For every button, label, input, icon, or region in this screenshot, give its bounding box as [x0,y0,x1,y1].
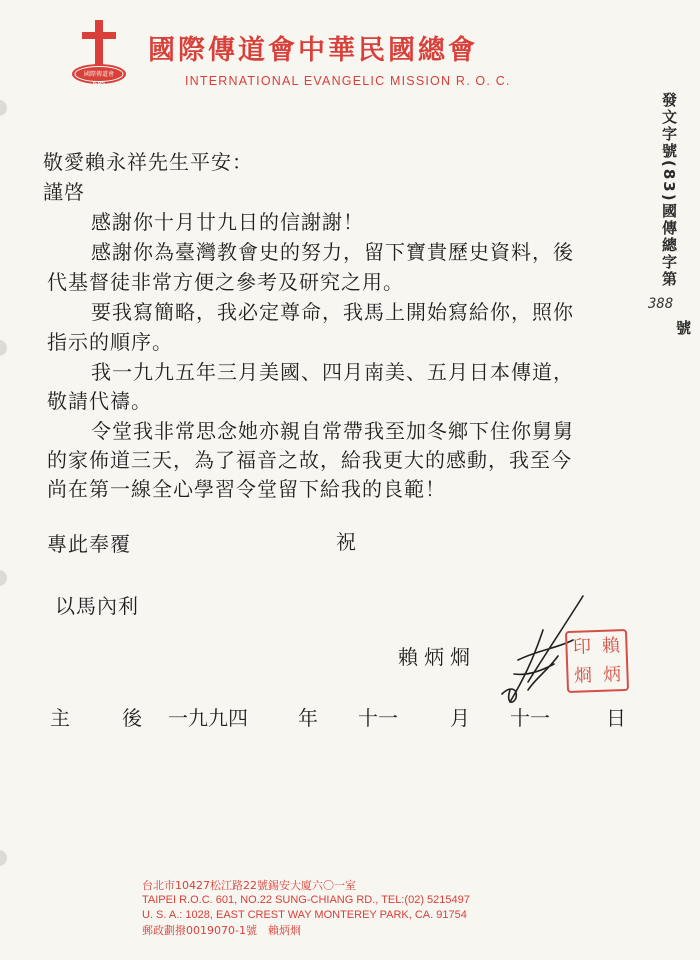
name-seal [565,629,629,693]
body-line: 令堂我非常思念她亦親自常帶我至加冬鄉下住你舅舅 [91,419,574,443]
date-month-unit: 月 [450,706,470,730]
address-taipei: TAIPEI R.O.C. 601, NO.22 SUNG-CHIANG RD., TEL:(02) 5215497 [142,894,470,906]
body-line: 指示的順序。 [47,330,173,354]
date-lord: 主 [50,706,70,730]
seal-char: 賴 [601,634,621,657]
signer-name: 賴炳烱 [398,645,476,669]
body-line: 要我寫簡略，我必定尊命，我馬上開始寫給你，照你 [91,300,574,324]
punch-hole [0,850,7,866]
logo-text-zh: 國際傳道會 [83,71,115,78]
date-year-unit: 年 [298,706,318,730]
date-line [40,702,640,728]
greeting: 敬愛賴永祥先生平安： [43,150,253,174]
date-day-unit: 日 [606,706,626,730]
body-line: 尚在第一線全心學習令堂留下給我的良範！ [47,477,446,501]
punch-hole [0,100,7,116]
seal-char: 印 [572,635,592,658]
body-line: 代基督徒非常方便之參考及研究之用。 [47,270,404,294]
seal-char: 炳 [602,663,622,686]
reference-suffix: 號 [676,319,692,337]
opening: 謹啓 [43,180,85,204]
body-line: 敬請代禱。 [47,389,152,413]
closing-blessing: 以馬內利 [55,594,139,618]
date-month: 十一 [358,706,398,730]
footer-address [142,878,470,938]
punch-hole [0,340,7,356]
postal-account: 郵政劃撥0019070-1號 賴炳烱 [142,924,301,937]
date-year: 一九九四 [168,706,248,730]
date-day: 十一 [510,706,550,730]
cross-logo-icon [68,18,130,88]
body-line: 的家佈道三天，為了福音之故，給我更大的感動，我至今 [47,448,572,472]
address-zh: 台北市10427松江路22號錫安大廈六〇一室 [142,879,356,892]
address-usa: U. S. A.: 1028, EAST CREST WAY MONTEREY PARK, CA. 91754 [142,909,467,921]
reference-number: 388 [648,296,674,312]
closing-phrase: 專此奉覆 [47,532,131,556]
seal-char: 烱 [573,664,593,687]
body-line: 感謝你十月廿九日的信謝謝！ [91,210,364,234]
date-after: 後 [122,706,142,730]
reference-label: 發文字號(83)國傳總字第 [660,92,678,288]
body-line: 感謝你為臺灣教會史的努力，留下寶貴歷史資料，後 [91,240,574,264]
org-name-zh: 國際傳道會中華民國總會 [148,35,478,66]
body-line: 我一九九五年三月美國、四月南美、五月日本傳道， [91,360,574,384]
punch-hole [0,570,7,586]
blessing: 祝 [336,530,357,554]
logo-text-en: IEMS [92,81,106,87]
org-name-en: INTERNATIONAL EVANGELIC MISSION R. O. C. [185,74,511,88]
